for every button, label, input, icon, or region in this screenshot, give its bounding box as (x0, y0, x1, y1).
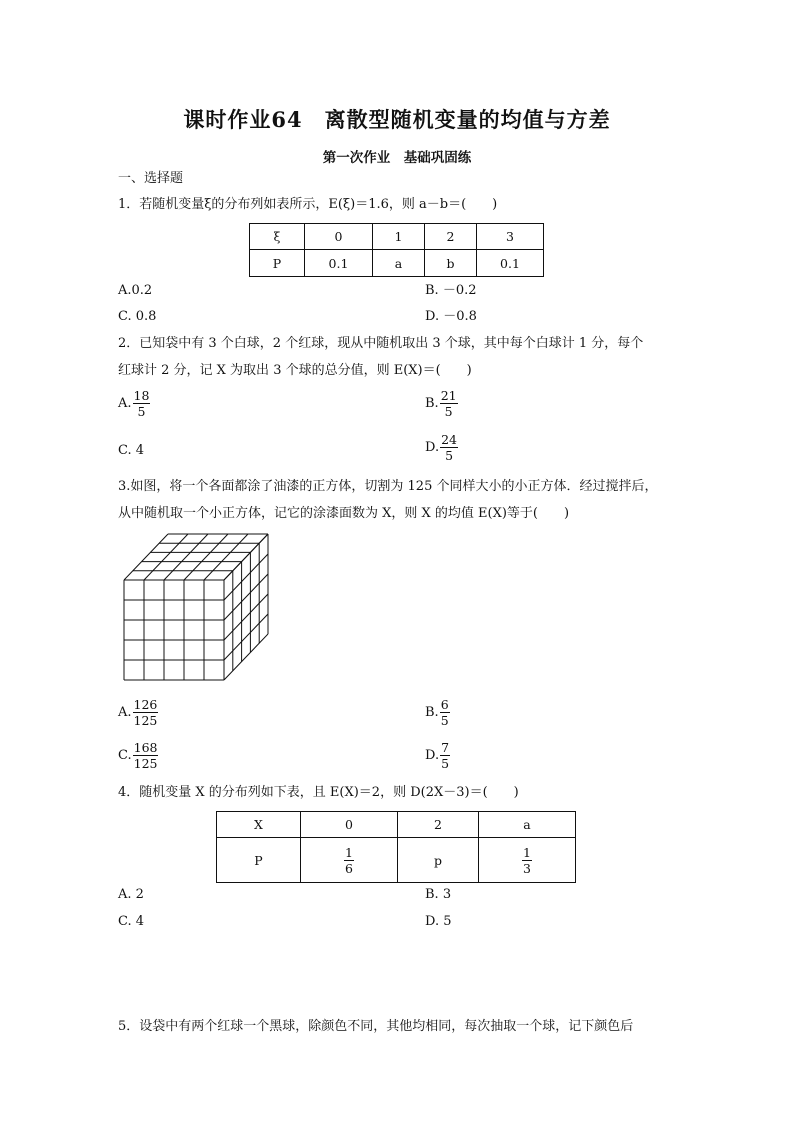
q4-cell (301, 838, 398, 883)
cube-edge (144, 534, 188, 580)
q2-stem-line2: 红球计 2 分，记 X 为取出 3 个球的总分值，则 E(X)＝( ) (118, 363, 472, 378)
q3-option-c[interactable] (118, 740, 158, 771)
option-label: D. (425, 748, 440, 763)
cube-edge (224, 614, 268, 660)
cube-edge (164, 534, 208, 580)
q2-stem-line1: 2．已知袋中有 3 个白球，2 个红球，现从中随机取出 3 个球，其中每个白球计 1 分，每个 (118, 336, 644, 351)
q1-stem: 1．若随机变量ξ的分布列如表所示，E(ξ)＝1.6，则 a－b＝( ) (118, 197, 498, 212)
fraction (344, 845, 354, 876)
q5-stem: 5．设袋中有两个红球一个黑球，除颜色不同，其他均相同，每次抽取一个球，记下颜色后 (118, 1019, 634, 1034)
cube-edge (184, 534, 228, 580)
q1-cell: 0.1 (305, 250, 373, 277)
denominator: 3 (523, 860, 531, 876)
q4-option-c[interactable]: C. 4 (118, 914, 145, 929)
q2-option-a[interactable] (118, 388, 150, 419)
q4-cell: p (398, 838, 479, 883)
q1-option-d[interactable]: D. －0.8 (425, 309, 477, 324)
page-title: 课时作业64 离散型随机变量的均值与方差 (183, 107, 611, 132)
denominator: 125 (133, 756, 158, 771)
denominator: 5 (137, 404, 146, 419)
q1-cell: a (373, 250, 425, 277)
q4-cell: 2 (398, 812, 479, 838)
numerator: 168 (133, 740, 158, 755)
q3-option-b[interactable] (425, 697, 450, 728)
denominator: 6 (345, 860, 353, 876)
numerator: 1 (345, 844, 353, 860)
q4-stem: 4．随机变量 X 的分布列如下表，且 E(X)＝2，则 D(2X－3)＝( ) (118, 785, 519, 800)
fraction (440, 432, 458, 463)
option-label: A. (118, 705, 132, 720)
q1-cell: 2 (425, 224, 477, 250)
q4-table (216, 811, 576, 883)
q4-cell (479, 838, 576, 883)
fraction (440, 697, 450, 728)
numerator: 18 (133, 388, 150, 403)
denominator: 5 (445, 448, 454, 463)
numerator: 24 (441, 432, 457, 447)
q1-cell: P (250, 250, 305, 277)
q3-stem-line2: 从中随机取一个小正方体，记它的涂漆面数为 X，则 X 的均值 E(X)等于( ) (118, 506, 570, 521)
cube-edge (224, 574, 268, 620)
fraction (440, 388, 458, 419)
q2-option-c[interactable]: C. 4 (118, 443, 145, 458)
fraction (522, 845, 532, 876)
q2-option-d[interactable] (425, 432, 458, 463)
q3-stem-line1: 3.如图，将一个各面都涂了油漆的正方体，切割为 125 个同样大小的小正方体．经过搅拌后， (118, 479, 658, 494)
fraction (440, 740, 450, 771)
numerator: 6 (440, 697, 449, 712)
q4-cell: a (479, 812, 576, 838)
q1-table (249, 223, 544, 277)
cube-edge (224, 534, 268, 580)
q1-option-a[interactable]: A.0.2 (118, 283, 153, 298)
numerator: 7 (441, 740, 450, 755)
cube-edge (124, 534, 168, 580)
denominator: 5 (441, 756, 450, 771)
cube-figure (118, 528, 278, 688)
fraction (133, 697, 159, 728)
q1-cell: 1 (373, 224, 425, 250)
cube-edge (224, 594, 268, 640)
option-label: B. (425, 705, 439, 720)
q4-cell: X (217, 812, 301, 838)
page-subtitle: 第一次作业 基础巩固练 (322, 150, 472, 166)
denominator: 125 (133, 713, 158, 728)
q2-option-b[interactable] (425, 388, 458, 419)
q4-option-d[interactable]: D. 5 (425, 914, 452, 929)
q1-cell: 0.1 (477, 250, 544, 277)
q4-cell: P (217, 838, 301, 883)
fraction (133, 740, 159, 771)
q1-option-c[interactable]: C. 0.8 (118, 309, 157, 324)
fraction (133, 388, 151, 419)
numerator: 21 (440, 388, 457, 403)
q1-cell: b (425, 250, 477, 277)
denominator: 5 (440, 713, 449, 728)
option-label: C. (118, 748, 132, 763)
numerator: 1 (523, 844, 531, 860)
q4-cell: 0 (301, 812, 398, 838)
q4-option-b[interactable]: B. 3 (425, 887, 452, 902)
section-heading: 一、选择题 (118, 171, 184, 186)
numerator: 126 (133, 697, 158, 712)
denominator: 5 (444, 404, 453, 419)
option-label: B. (425, 396, 439, 411)
option-label: A. (118, 396, 132, 411)
q3-option-d[interactable] (425, 740, 450, 771)
q1-cell: ξ (250, 224, 305, 250)
cube-edge (224, 554, 268, 600)
q1-cell: 3 (477, 224, 544, 250)
q1-cell: 0 (305, 224, 373, 250)
cube-edge (224, 634, 268, 680)
option-label: D. (425, 440, 440, 455)
q3-option-a[interactable] (118, 697, 158, 728)
q4-option-a[interactable]: A. 2 (118, 887, 144, 902)
q1-option-b[interactable]: B. －0.2 (425, 283, 477, 298)
